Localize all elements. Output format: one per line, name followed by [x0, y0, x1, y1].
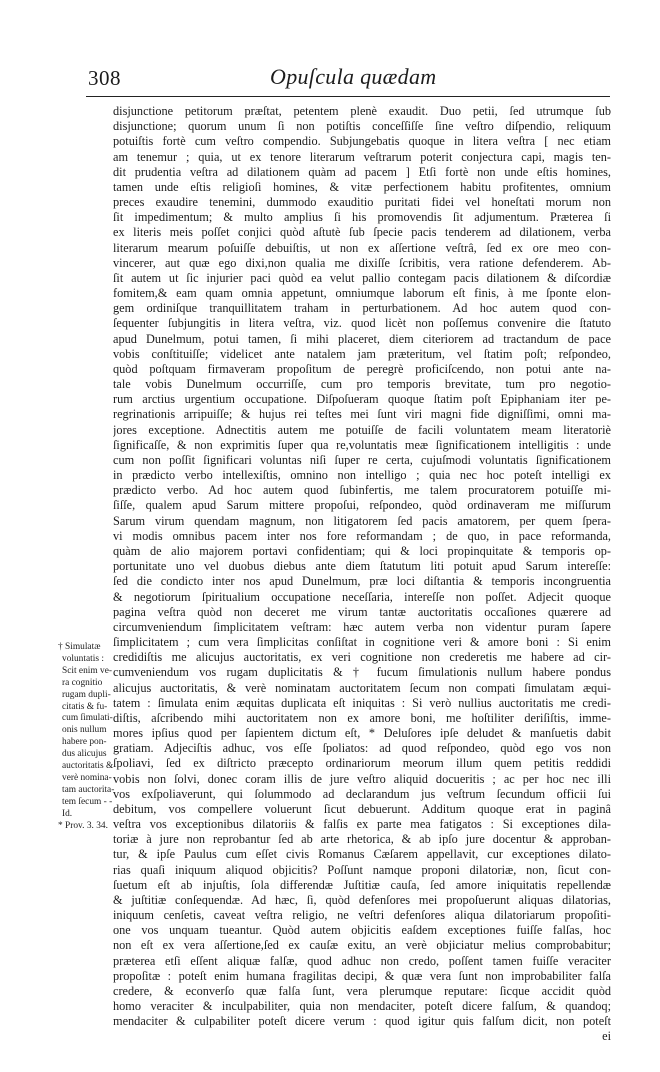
text-line: tur, & ipſe Paulus cum eſſet civis Romanus Cæſarem appellavit, cur exceptiones dilato- [113, 847, 611, 862]
side-note-line: Id. [62, 808, 73, 819]
text-line: ſuetum eſt ab injuſtis, ſola differendæ Juſtitiæ cauſa, ſed amore iniquitatis repellendæ [113, 877, 611, 892]
text-line: pagina veſtra quòd non deceret me virum tantæ auctoritatis occaſiones quærere ad [113, 604, 611, 619]
text-line: regrinationis arripuiſſe; & hujus rei teſtes mei ſunt viri magni fide digniſſimi, omni ma- [113, 407, 611, 422]
side-note-line: habere pon- [62, 737, 107, 748]
text-line: in prædicto verbo intellexiſtis, omnino non intelligo ; quia nec hoc poteſt intelligi ex [113, 468, 611, 483]
text-line: dit prudentia veſtra ad dilationem quàm ad pacem ] Etſi fortè non unde eſtis homines, [113, 164, 611, 179]
text-line: circumveniendum ſimplicitatem veſtram: hæc autem verba non videntur puram ſapere [113, 619, 611, 634]
text-line: ſit impedimentum; & multo amplius ſi his promovendis ſit adjumentum. Præterea ſi [113, 210, 611, 225]
side-note-line: tam auctorita- [62, 784, 115, 795]
header-rule [86, 96, 610, 97]
text-line: disjunctione; quorum unum ſi non potiſtis conceſſiſſe ſine veſtro diſpendio, reliquum [113, 119, 611, 134]
text-line: tamen unde eſtis religioſi homines, & vitæ perfectionem habitu profitentes, omnium [113, 179, 611, 194]
text-line: ſequenter ſubjungitis in litera veſtra, viz. quod licèt non poſſemus convenire die ſtatuto [113, 316, 611, 331]
side-note-line: cum ſimulati- [62, 713, 113, 724]
text-line: vi modis omnibus pacem inter nos fore reformandam ; de quo, in pace reformanda, [113, 528, 611, 543]
text-line: tatem : ſimulata enim æquitas duplicata eſt iniquitas : Si verò nullius auctoritatis me credi- [113, 695, 611, 710]
text-line: præterea etſi eſſent aliquæ falſæ, quod adhuc non credo, poſſent tamen fuiſſe veraciter [113, 953, 611, 968]
side-notes [58, 642, 120, 833]
side-note-line: ra cognitio [62, 677, 103, 688]
text-line: diſtis, aſcribendo mihi auctoritatem non ex amore boni, me hoſtiliter deriſiſtis, imme- [113, 710, 611, 725]
text-line: mendaciter & culpabiliter poteſt dicere verum : quod igitur quis falſum dicit, non poteſt [113, 1014, 611, 1029]
text-line: cum non poſſit ſignificari voluntas niſi ſuper re certa, cujuſmodi voluntatis ſignificationem [113, 452, 611, 467]
side-note-line: dus alicujus [62, 749, 107, 760]
text-line: toriæ à jure non reprobantur ſed ab arte rhetorica, & ab ipſo jure docentur & approban- [113, 832, 611, 847]
text-line: ſed die condicto inter nos apud Dunelmum, præ loci diſtantia & temporis incongruentia [113, 574, 611, 589]
text-line: cumveniendum vos rugam duplicitatis & † fucum ſimulationis nullum habere pondus [113, 665, 611, 680]
text-line: ſpoliavi, ſed ex diſtricto præcepto ordinariorum meorum illum quem petitis reddidi [113, 756, 611, 771]
text-line: vobis non ſolvi, donec coram illis de jure veſtro aliquid docueritis ; ac per hoc nec illi [113, 771, 611, 786]
text-line: propoſitæ : poteſt enim humana fragilitas decipi, & quæ vera ſunt non improbabiliter falſa [113, 968, 611, 983]
text-line: veſtra vos exceptionibus dilatoriis & falſis ex parte mea fatigatos : Si exceptiones dila- [113, 817, 611, 832]
catchword: ei [602, 1029, 611, 1044]
side-note-line: rugam dupli- [62, 689, 111, 700]
side-note-line: citatis & fu- [62, 701, 108, 712]
text-line: homo veraciter & inculpabiliter, quia non mendaciter, poteſt dicere falſum, & quandoq; [113, 999, 611, 1014]
text-line: vincerer, aut quæ ego dixi,non qualia me dixiſſe ſcribitis, vera ratione defenderem. Ab- [113, 255, 611, 270]
side-note-line: Scit enim ve- [62, 665, 112, 676]
text-line: iniquum cenſetis, caveat veſtra religio, ne veſtri defenſores aliqua dilatoriarum propoſiti- [113, 908, 611, 923]
side-note-line: tem ſecum - - [62, 796, 113, 807]
text-line: prædicto verbo. Ad hoc autem quod ſubinfertis, me talem procuratorem potuiſſe mi- [113, 483, 611, 498]
text-line: preces exaudire tenemini, dummodo exauditio puritati fidei vel honeſtati morum non [113, 195, 611, 210]
main-text-block [113, 104, 611, 1045]
text-line: jores exceptione. Adnectitis autem me potuiſſe de facili voluntatem meam literatoriè [113, 422, 611, 437]
side-note-line: auctoritatis & [62, 761, 114, 772]
text-line: apud Dunelmum, potui tamen, ſi mihi placeret, diem citeriorem ad tractandum de pace [113, 331, 611, 346]
text-line: one vos unquam tueantur. Quòd autem objicitis eaſdem exceptiones fuiſſe falſas, hoc [113, 923, 611, 938]
text-line: debitum, vos compellere voluerunt ſicut debuerunt. Additum quoque erat in paginâ [113, 801, 611, 816]
text-line: mores ipſius quod per ſapientem dictum eſt, * Deluſores ipſe deludet & manſuetis dabit [113, 726, 611, 741]
side-note-line: verè nomina- [62, 772, 112, 783]
text-line: portunitate uno vel duobus diebus ante diem ſtatutum liti potuit apud Sarum intereſſe: [113, 559, 611, 574]
text-line: gratiam. Adjeciſtis adhuc, vos eſſe ſpoliatos: ad quod reſpondeo, quòd ego vos non [113, 741, 611, 756]
text-line: am tenemur ; quia, ut ex tenore literarum veſtrarum poterit conjectura capi, magis ten- [113, 149, 611, 164]
text-line: quàm de alio majorem portavi confidentiam; qui & loci propinquitate & temporis op- [113, 543, 611, 558]
text-line: rias quaſi iniquum aliquod objicitis? Poſſunt namque proponi dilatoriæ, non, ſicut con- [113, 862, 611, 877]
side-note-line: voluntatis : [62, 653, 104, 664]
text-line: literarum mearum poſuiſſe debuiſtis, ut non ex aſſertione veſtrâ, ſed ex ore meo con- [113, 240, 611, 255]
text-line: fomitem,& eam quam omnia appetunt, omniumque laborum eſt finis, à me ſponte elon- [113, 286, 611, 301]
text-line: non eſt ex vera aſſertione,ſed ex cauſæ exitu, an verè objiciatur melius comprobabitur; [113, 938, 611, 953]
text-line: vos exſpoliaverunt, qui ſolummodo ad declarandum jus veſtrum ſecundum officii ſui [113, 786, 611, 801]
page-number: 308 [88, 66, 121, 90]
text-line: & negotiorum ſpiritualium occupatione neceſſaria, intereſſe non poſſet. Adjecit quoque [113, 589, 611, 604]
text-line: tale vobis Dunelmum occurriſſe, cum pro temporis brevitate, tum pro negotio- [113, 377, 611, 392]
text-line: & juſtitiæ conſequendæ. Ad hæc, ſi, quòd defenſores mei propoſuerunt aliquas dilatorias, [113, 892, 611, 907]
text-line: ſignificaſſe, & non exprimitis ſuper qua re,voluntatis meæ ſignificationem intelligitis : unde [113, 437, 611, 452]
text-line: credere, & econverſo quæ falſa ſunt, vera plerumque reputare: ſicque accidit quòd [113, 983, 611, 998]
text-line: gem ordiniſque tranquillitatem traham in perturbationem. Ad hoc autem quod con- [113, 301, 611, 316]
side-note-simulatae [58, 642, 120, 821]
text-line: rum arctius urgentium occupatione. Diſpoſueram quoque ſtatim poſt Epiphaniam iter pe- [113, 392, 611, 407]
running-title: Opuſcula quædam [270, 64, 437, 89]
text-line: ex literis meis poſſet conjici quòd aſtutè ſub ſpecie pacis tenderem ad dilationem, verba [113, 225, 611, 240]
text-line: disjunctione petitorum præſtat, petentem plenè exaudit. Duo petii, ſed utrumque ſub [113, 104, 611, 118]
side-note-line: onis nullum [62, 725, 107, 736]
text-line: alicujus auctoritatis, & verè nominatam auctoritatem ſecum non compati ſimulatam æqui- [113, 680, 611, 695]
text-line: potuiſtis fortè cum veſtro compendio. Subjungebatis quoque in litera veſtra [ nec etiam [113, 134, 611, 149]
text-line: ſit autem ut ſic injurier paci quòd ea velut pallio contegam pacis dilationem & diſcordiæ [113, 270, 611, 285]
text-line: Sarum virum quendam magnum, non litigatorem ſed pacis amatorem, per quem ſpera- [113, 513, 611, 528]
text-line: quòd poſtquam firmaveram propoſitum de peregrè proficiſcendo, non potui ante na- [113, 361, 611, 376]
text-line: ſimplicitatem ; cum vera ſimplicitas conſiſtat in cognitione veri & amore boni : Si enim [113, 635, 611, 650]
text-line: credidiſtis me alicujus auctoritatis, ex veri cognitione non crederetis me habere ad cir- [113, 650, 611, 665]
side-note-proverbs-reference: * Prov. 3. 34. [58, 820, 108, 831]
text-line: vobis conſtituiſſe; videlicet ante natalem jam præteritum, vel ſtatim poſt; reſpondeo, [113, 346, 611, 361]
text-line: ſiſſe, qualem apud Sarum mittere propoſui, reſpondeo, quòd ordinaveram me miſſurum [113, 498, 611, 513]
side-note-line: † Simulatæ [58, 642, 101, 652]
